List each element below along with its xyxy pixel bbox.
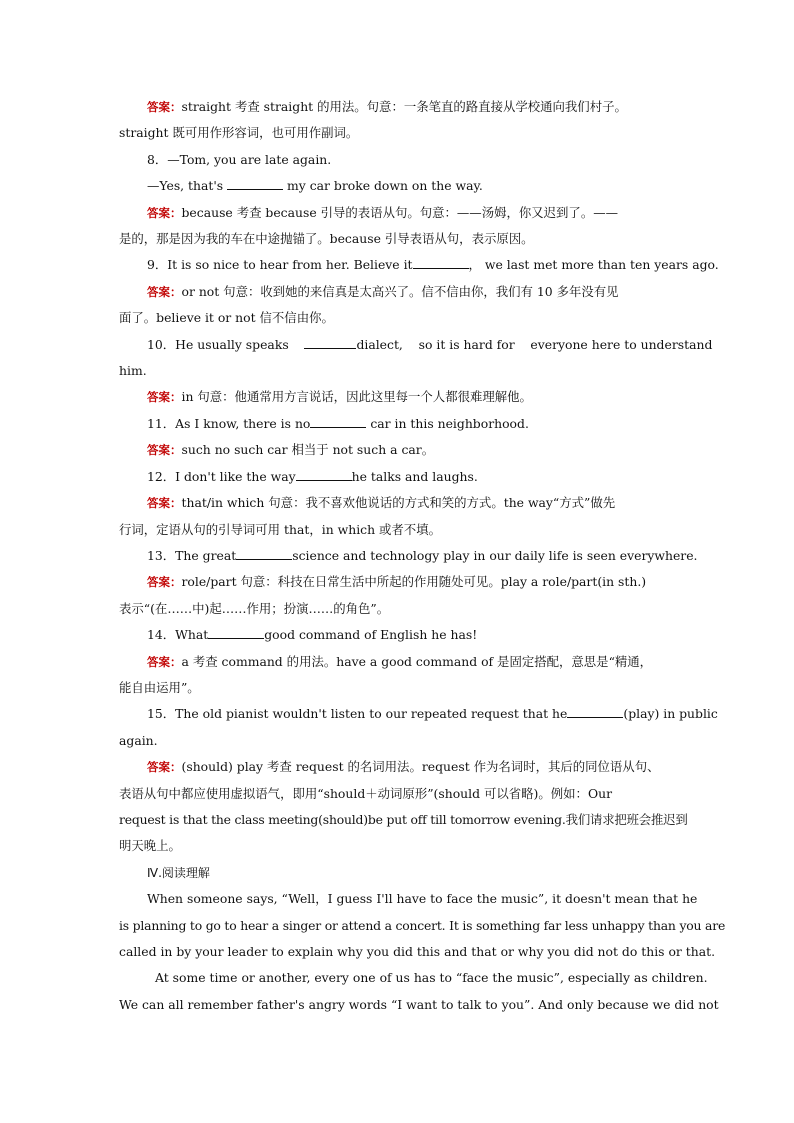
answer-line-10 — [119, 384, 675, 410]
answer-line-8 — [119, 200, 675, 226]
passage-p2-line2: We can all remember father's angry words “I want to talk to you”. And only because we did not — [119, 996, 719, 1012]
answer-label: 答案： — [147, 443, 182, 458]
answer-label: 答案： — [147, 654, 182, 669]
answer-cont-8: 是的，那是因为我的车在中途抛锚了。because 引导表语从句，表示原因。 — [119, 231, 534, 247]
answer-text: (should) play 考查 request 的名词用法。request 作为名词时，其后的同位语从句、 — [181, 759, 660, 775]
answer-line-7 — [119, 94, 675, 120]
q11-text-b: car in this neighborhood. — [366, 415, 529, 431]
q9-text-b: ， we last met more than ten years ago. — [468, 257, 719, 273]
q12-text-a: 12．I don't like the way — [147, 468, 296, 484]
answer-cont-15c: 明天晚上。 — [119, 838, 181, 854]
answer-line-15 — [119, 754, 675, 780]
answer-text: role/part 句意：科技在日常生活中所起的作用随处可见。play a role/part(in sth.) — [181, 574, 647, 590]
answer-text: or not 句意：收到她的来信真是太高兴了。信不信由你，我们有 10 多年没有见 — [181, 283, 619, 299]
section-heading: Ⅳ.阅读理解 — [147, 865, 210, 880]
q14-text-a: 14．What — [147, 627, 209, 643]
question-13 — [119, 543, 698, 569]
answer-label: 答案： — [147, 284, 182, 299]
q11-text-a: 11．As I know, there is no — [147, 415, 311, 431]
fill-blank — [304, 336, 356, 349]
question-12 — [119, 464, 675, 490]
answer-text: such no such car 相当于 not such a car。 — [181, 442, 435, 458]
passage-p2-line1: At some time or another, every one of us has to “face the music”, especially as children. — [155, 970, 708, 986]
fill-blank — [208, 626, 264, 639]
q10-text-a: 10．He usually speaks — [147, 336, 305, 352]
answer-line-13 — [119, 569, 675, 595]
answer-text: a 考查 command 的用法。have a good command of 是固定搭配，意思是“精通， — [181, 653, 653, 669]
q14-text-b: good command of English he has! — [264, 627, 478, 643]
answer-label: 答案： — [147, 205, 182, 220]
answer-line-9 — [119, 279, 675, 305]
fill-blank — [236, 547, 292, 560]
answer-label: 答案： — [147, 100, 182, 114]
answer-cont-14: 能自由运用”。 — [119, 679, 200, 695]
question-9 — [119, 252, 719, 278]
question-10 — [119, 332, 713, 358]
answer-cont-7: straight 既可用作形容词，也可用作副词。 — [119, 125, 359, 141]
question-14 — [119, 622, 675, 648]
question-15-cont: again. — [119, 732, 158, 748]
fill-blank — [296, 468, 352, 481]
answer-line-14 — [119, 649, 675, 675]
answer-cont-15b: request is that the class meeting(should)be put off till tomorrow evening.我们请求把班会推迟到 — [119, 811, 688, 827]
answer-line-12 — [119, 490, 675, 516]
answer-label: 答案： — [147, 575, 182, 590]
q10-text-b: dialect, so it is hard for everyone here to understand — [356, 336, 713, 352]
answer-label: 答案： — [147, 390, 182, 405]
fill-blank — [413, 256, 469, 269]
question-11 — [119, 411, 675, 437]
answer-label: 答案： — [147, 496, 182, 511]
answer-cont-9: 面了。believe it or not 信不信由你。 — [119, 310, 334, 326]
fill-blank — [567, 705, 623, 718]
fill-blank — [227, 177, 283, 190]
passage-p1-line1: When someone says, “Well，I guess I'll have to face the music”, it doesn't mean that he — [147, 891, 698, 907]
q8-text-b: my car broke down on the way. — [283, 178, 483, 194]
answer-cont-15a: 表语从句中都应使用虚拟语气，即用“should＋动词原形”(should 可以省略)。例如：Our — [119, 785, 613, 801]
answer-text: straight 考查 straight 的用法。句意：一条笔直的路直接从学校通向我们村子。 — [181, 99, 627, 114]
question-15 — [119, 701, 718, 727]
question-8-line2 — [119, 173, 675, 199]
question-10-cont: him. — [119, 363, 147, 379]
q15-text-a: 15．The old pianist wouldn't listen to our repeated request that he — [147, 706, 568, 722]
q9-text-a: 9．It is so nice to hear from her. Believe it — [147, 257, 413, 273]
answer-label: 答案： — [147, 760, 182, 775]
q13-text-a: 13．The great — [147, 547, 237, 563]
q13-text-b: science and technology play in our daily life is seen everywhere. — [292, 547, 698, 563]
passage-p1-line2: is planning to go to hear a singer or attend a concert. It is something far less unhappy than you are — [119, 917, 726, 933]
answer-text: that/in which 句意：我不喜欢他说话的方式和笑的方式。the way“方式”做先 — [181, 495, 616, 511]
q8-text-a: —Yes, that's — [147, 178, 228, 194]
fill-blank — [310, 415, 366, 428]
document-page — [119, 94, 726, 1018]
q12-text-b: he talks and laughs. — [351, 468, 478, 484]
passage-p1-line3: called in by your leader to explain why you did this and that or why you did not do this or that. — [119, 944, 716, 959]
answer-text: in 句意：他通常用方言说话，因此这里每一个人都很难理解他。 — [181, 389, 532, 405]
answer-text: because 考查 because 引导的表语从句。句意：——汤姆，你又迟到了。—— — [181, 204, 618, 220]
answer-line-11 — [119, 437, 675, 463]
answer-cont-13: 表示“(在……中)起……作用；扮演……的角色”。 — [119, 600, 390, 616]
q15-text-b: (play) in public — [623, 706, 718, 722]
answer-cont-12: 行词，定语从句的引导词可用 that，in which 或者不填。 — [119, 521, 441, 537]
question-8-line1: 8．—Tom, you are late again. — [147, 151, 332, 167]
